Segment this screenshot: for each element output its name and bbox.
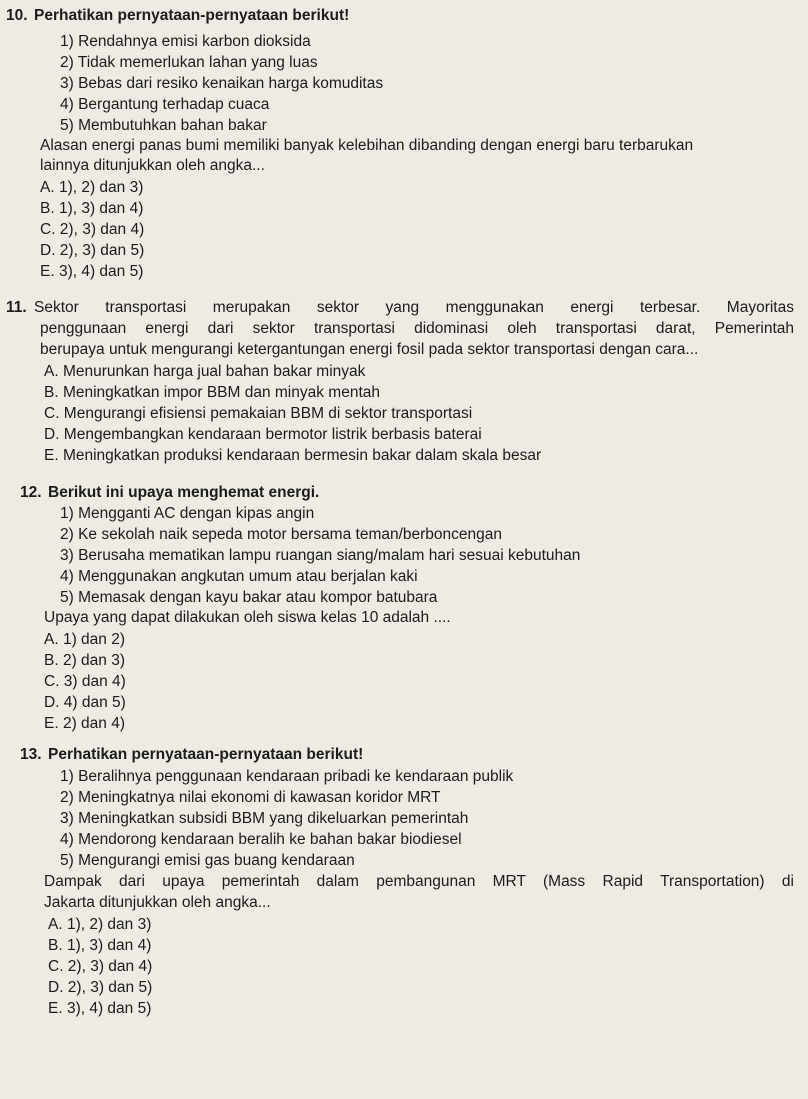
statement: 5) Membutuhkan bahan bakar <box>60 117 267 134</box>
answer-option-e[interactable]: E. 3), 4) dan 5) <box>48 1000 152 1017</box>
answer-option-d[interactable]: D. 2), 3) dan 5) <box>40 242 145 259</box>
statement: 2) Meningkatnya nilai ekonomi di kawasan koridor MRT <box>60 789 441 806</box>
answer-option-d[interactable]: D. 2), 3) dan 5) <box>48 979 153 996</box>
question-13-number: 13. <box>20 746 42 763</box>
question-12-title: Berikut ini upaya menghemat energi. <box>48 484 320 501</box>
statement: 5) Mengurangi emisi gas buang kendaraan <box>60 852 355 869</box>
question-11-number: 11. <box>6 299 27 316</box>
statement: 2) Tidak memerlukan lahan yang luas <box>60 54 318 71</box>
statement: 4) Mendorong kendaraan beralih ke bahan bakar biodiesel <box>60 831 462 848</box>
answer-option-a[interactable]: A. Menurunkan harga jual bahan bakar minyak <box>44 363 366 380</box>
question-stem: berupaya untuk mengurangi ketergantungan energi fosil pada sektor transportasi dengan cara... <box>40 341 699 358</box>
question-stem: Sektor transportasi merupakan sektor yang menggunakan energi terbesar. Mayoritas <box>34 299 794 316</box>
statement: 3) Berusaha mematikan lampu ruangan siang/malam hari sesuai kebutuhan <box>60 547 581 564</box>
answer-option-c[interactable]: C. 2), 3) dan 4) <box>40 221 145 238</box>
answer-option-c[interactable]: C. 3) dan 4) <box>44 673 126 690</box>
question-10-number: 10. <box>6 7 28 24</box>
question-12-number: 12. <box>20 484 42 501</box>
answer-option-d[interactable]: D. Mengembangkan kendaraan bermotor listrik berbasis baterai <box>44 426 482 443</box>
answer-option-e[interactable]: E. 3), 4) dan 5) <box>40 263 144 280</box>
answer-option-b[interactable]: B. 1), 3) dan 4) <box>48 937 152 954</box>
statement: 4) Menggunakan angkutan umum atau berjalan kaki <box>60 568 418 585</box>
statement: 1) Beralihnya penggunaan kendaraan pribadi ke kendaraan publik <box>60 768 514 785</box>
statement: 3) Meningkatkan subsidi BBM yang dikeluarkan pemerintah <box>60 810 469 827</box>
question-prompt: Alasan energi panas bumi memiliki banyak kelebihan dibanding dengan energi baru terbarukan <box>40 137 694 154</box>
answer-option-d[interactable]: D. 4) dan 5) <box>44 694 126 711</box>
statement: 4) Bergantung terhadap cuaca <box>60 96 270 113</box>
question-13-title: Perhatikan pernyataan-pernyataan berikut! <box>48 746 364 763</box>
question-10-title: Perhatikan pernyataan-pernyataan berikut! <box>34 7 350 24</box>
answer-option-c[interactable]: C. Mengurangi efisiensi pemakaian BBM di sektor transportasi <box>44 405 473 422</box>
question-prompt: Upaya yang dapat dilakukan oleh siswa kelas 10 adalah .... <box>44 609 451 626</box>
answer-option-b[interactable]: B. 1), 3) dan 4) <box>40 200 144 217</box>
question-prompt: lainnya ditunjukkan oleh angka... <box>40 157 265 174</box>
answer-option-e[interactable]: E. Meningkatkan produksi kendaraan bermesin bakar dalam skala besar <box>44 447 542 464</box>
statement: 2) Ke sekolah naik sepeda motor bersama teman/berboncengan <box>60 526 503 543</box>
question-prompt: Jakarta ditunjukkan oleh angka... <box>44 894 271 911</box>
answer-option-a[interactable]: A. 1), 2) dan 3) <box>48 916 152 933</box>
answer-option-c[interactable]: C. 2), 3) dan 4) <box>48 958 153 975</box>
answer-option-b[interactable]: B. 2) dan 3) <box>44 652 125 669</box>
question-prompt: Dampak dari upaya pemerintah dalam pembangunan MRT (Mass Rapid Transportation) di <box>44 873 794 890</box>
question-stem: penggunaan energi dari sektor transportasi didominasi oleh transportasi darat, Pemerintah <box>40 320 794 337</box>
answer-option-e[interactable]: E. 2) dan 4) <box>44 715 125 732</box>
answer-option-b[interactable]: B. Meningkatkan impor BBM dan minyak mentah <box>44 384 380 401</box>
answer-option-a[interactable]: A. 1), 2) dan 3) <box>40 179 144 196</box>
statement: 5) Memasak dengan kayu bakar atau kompor batubara <box>60 589 438 606</box>
statement: 1) Mengganti AC dengan kipas angin <box>60 505 315 522</box>
statement: 1) Rendahnya emisi karbon dioksida <box>60 33 311 50</box>
statement: 3) Bebas dari resiko kenaikan harga komuditas <box>60 75 384 92</box>
answer-option-a[interactable]: A. 1) dan 2) <box>44 631 125 648</box>
